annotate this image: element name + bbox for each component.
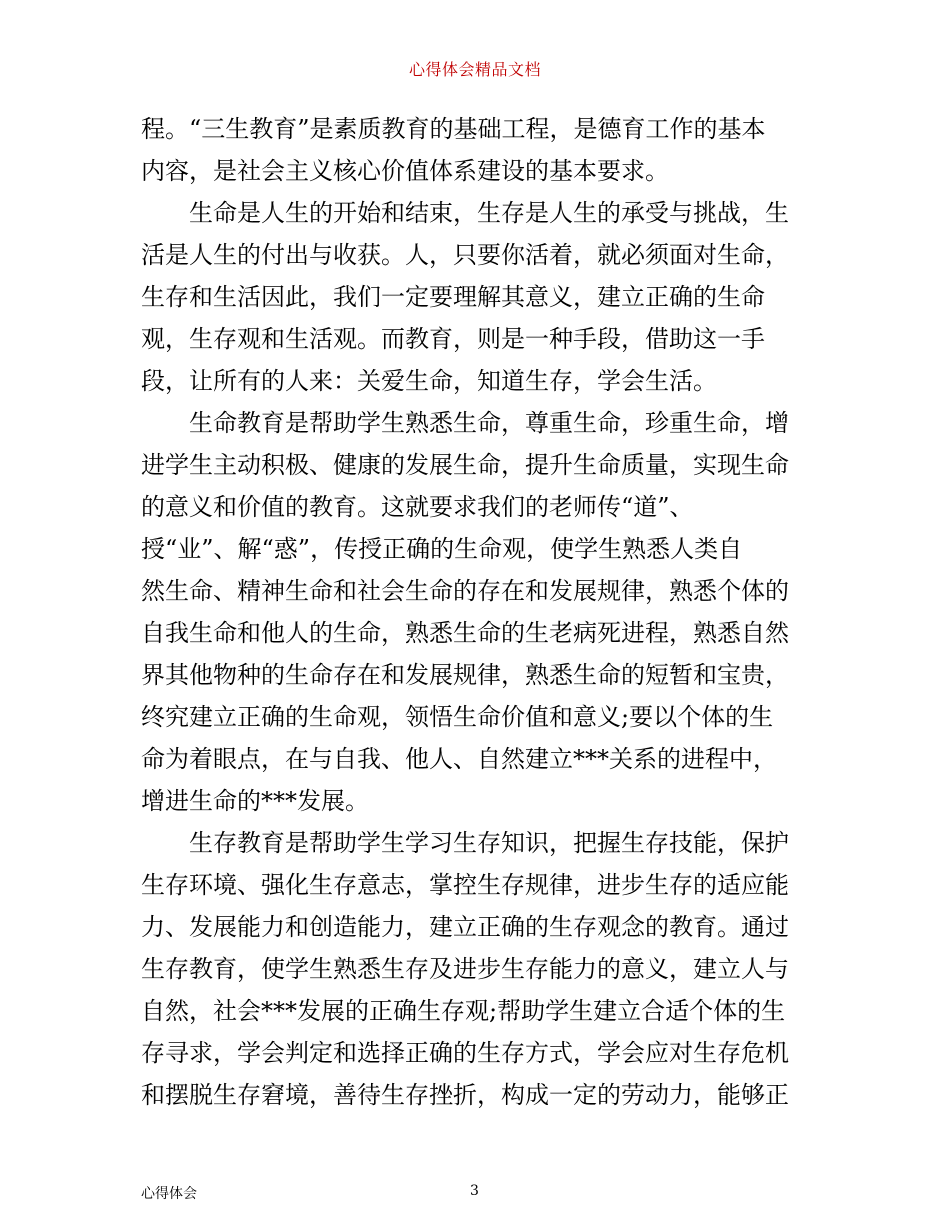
- text-line: 段，让所有的人来：关爱生命，知道生存，学会生活。: [141, 367, 717, 395]
- text-line: 生存和生活因此，我们一定要理解其意义，建立正确的生命: [141, 283, 765, 311]
- text-line: 自我生命和他人的生命，熟悉生命的生老病死进程，熟悉自然: [141, 619, 789, 647]
- text-line: 生命是人生的开始和结束，生存是人生的承受与挑战，生: [141, 199, 789, 227]
- footer-label: 心得体会: [141, 1186, 197, 1202]
- text-line: 生存环境、强化生存意志，掌控生存规律，进步生存的适应能: [141, 871, 789, 899]
- text-line: 界其他物种的生命存在和发展规律，熟悉生命的短暂和宝贵，: [141, 661, 789, 689]
- text-line: 然生命、精神生命和社会生命的存在和发展规律，熟悉个体的: [141, 577, 789, 605]
- text-line: 自然，社会***发展的正确生存观;帮助学生建立合适个体的生: [141, 997, 786, 1025]
- text-line: 存寻求，学会判定和选择正确的生存方式，学会应对生存危机: [141, 1039, 789, 1067]
- text-line: 观，生存观和生活观。而教育，则是一种手段，借助这一手: [141, 325, 765, 353]
- text-line: 内容，是社会主义核心价值体系建设的基本要求。: [141, 157, 669, 185]
- text-line: 活是人生的付出与收获。人，只要你活着，就必须面对生命，: [141, 241, 789, 269]
- document-header-title: 心得体会精品文档: [408, 60, 541, 79]
- text-line: 力、发展能力和创造能力，建立正确的生存观念的教育。通过: [141, 913, 789, 941]
- text-line: 和摆脱生存窘境，善待生存挫折，构成一定的劳动力，能够正: [141, 1081, 789, 1109]
- text-line: 终究建立正确的生命观，领悟生命价值和意义;要以个体的生: [141, 703, 774, 731]
- document-body: [141, 108, 813, 1116]
- text-line: 生存教育，使学生熟悉生存及进步生存能力的意义，建立人与: [141, 955, 789, 983]
- text-line: 生命教育是帮助学生熟悉生命，尊重生命，珍重生命，增: [141, 409, 789, 437]
- text-line: 生存教育是帮助学生学习生存知识，把握生存技能，保护: [141, 829, 789, 857]
- text-line: 增进生命的***发展。: [141, 787, 369, 815]
- text-line: 命为着眼点，在与自我、他人、自然建立***关系的进程中，: [141, 745, 777, 773]
- text-line: 的意义和价值的教育。这就要求我们的老师传“道”、: [141, 493, 694, 521]
- text-line: 进学生主动积极、健康的发展生命，提升生命质量，实现生命: [141, 451, 789, 479]
- text-line: 程。“三生教育”是素质教育的基础工程，是德育工作的基本: [141, 115, 766, 143]
- page-number: 3: [470, 1183, 479, 1199]
- text-line: 授“业”、解“惑”，传授正确的生命观，使学生熟悉人类自: [141, 535, 743, 563]
